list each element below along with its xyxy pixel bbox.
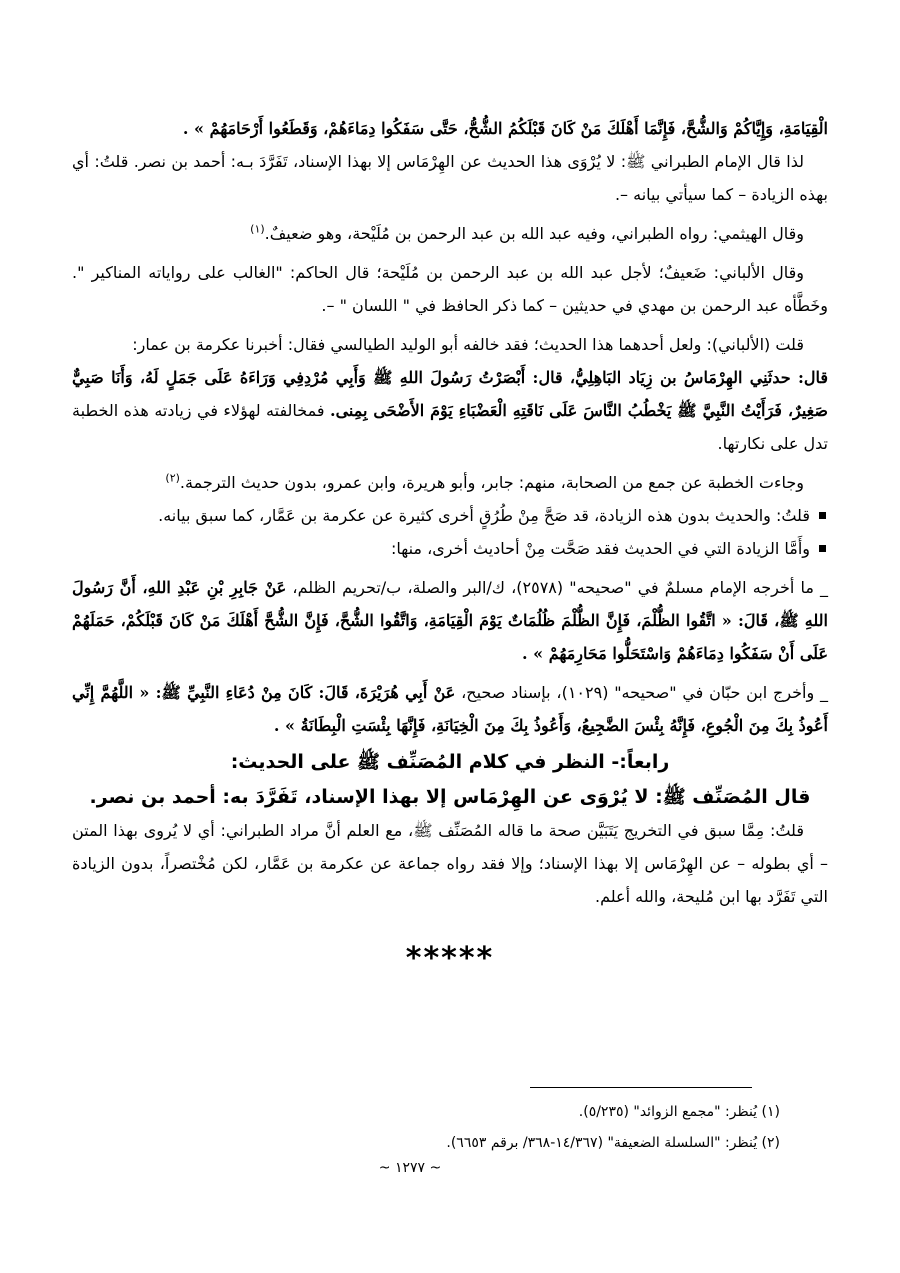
footnote-ref-1: (١)	[250, 222, 265, 236]
separator-stars: *****	[405, 941, 495, 976]
footnote-2: (٢) يُنظر: "السلسلة الضعيفة" (١٤/٣٦٧-٣٦٨/ برقم ٦٦٥٣).	[446, 1135, 780, 1151]
muslim-source: _ ما أخرجه الإمام مسلمٌ في "صحيحه" (٢٥٧٨)، ك/البر والصلة، ب/تحريم الظلم،	[292, 578, 829, 597]
muslim-quote: عَنْ جَابِرِ بْنِ عَبْدِ اللهِ، أَنَّ رَسُولَ اللهِ ﷺ، قَالَ: « اتَّقُوا الظُّلْمَ، فَإِنَّ الظُّلْمَ ظُلُمَاتٌ يَوْمَ الْقِيَامَةِ، وَاتَّقُوا الشُّحَّ، فَإِنَّ الشُّحَّ أَهْلَكَ مَنْ كَانَ قَبْلَكُمْ، حَمَلَهُمْ عَلَى أَنْ سَفَكُوا دِمَاءَهُمْ وَاسْتَحَلُّوا مَحَارِمَهُمْ » .	[72, 578, 828, 663]
ibnhibban-source: _ وأخرج ابن حبّان في "صحيحه" (١٠٢٩)، بإسناد صحيح،	[461, 683, 828, 702]
author-statement: قال المُصَنِّف ﷺ: لا يُرْوَى عن الهِرْمَاس إلا بهذا الإسناد، تَفَرَّدَ به: أحمد بن نصر.	[89, 786, 811, 808]
hadith-continuation: الْقِيَامَةِ، وَإِيَّاكُمْ وَالشُّحَّ، فَإِنَّمَا أَهْلَكَ مَنْ كَانَ قَبْلَكُمُ الشُّحُّ، حَتَّى سَفَكُوا دِمَاءَهُمْ، وَقَطَعُوا أَرْحَامَهُمْ » .	[182, 119, 828, 138]
conclusion-paragraph: قلتُ: مِمَّا سبق في التخريج يَتَبَيَّن صحة ما قاله المُصَنِّف ﷺ، مع العلم أنَّ مراد الطبراني: أي لا يُروى بهذا المتن – أي بطوله – عن الهِرْمَاس إلا بهذا الإسناد؛ وإلا فقد رواه جماعة عن عكرمة بن عَمَّار، لكن مُخْتصراً، بدون الزيادة التي تَفَرَّد بها ابن مُليحة، والله أعلم.	[72, 821, 828, 906]
section-heading: رابعاً:- النظر في كلام المُصَنِّف ﷺ على الحديث:	[230, 751, 670, 773]
footnote-ref-2: (٢)	[165, 471, 180, 485]
footnote-1: (١) يُنظر: "مجمع الزوائد" (٥/٢٣٥).	[578, 1104, 780, 1120]
page-body	[72, 112, 828, 976]
tayalisi-comment: فمخالفته لهؤلاء في زيادته هذه الخطبة تدل على نكارتها.	[72, 401, 828, 453]
bullet-item-1	[72, 499, 828, 532]
ibnhibban-narration	[72, 676, 828, 742]
page-number: ~ ١٢٧٧ ~	[378, 1160, 442, 1176]
tabarani-statement: لذا قال الإمام الطبراني ﷺ: لا يُرْوَى هذا الحديث عن الهِرْمَاس إلا بهذا الإسناد، تَفَرَّدَ بـه: أحمد بن نصر. قلتُ: أي بهذه الزيادة – كما سيأتي بيانه –.	[72, 152, 828, 204]
bullet-text-2: وأَمَّا الزيادة التي في الحديث فقد صَحَّت مِنْ أحاديث أخرى، منها:	[390, 539, 810, 558]
albani-statement: وقال الألباني: ضَعيفٌ؛ لأجل عبد الله بن عبد الرحمن بن مُلَيْحة؛ قال الحاكم: "الغالب على رواياته المناكير ". وخَطَّأه عبد الرحمن بن مهدي في حديثين – كما ذكر الحافظ في " اللسان " –.	[72, 263, 828, 315]
bullet-item-2	[72, 532, 828, 565]
sahaba-text: وجاءت الخطبة عن جمع من الصحابة، منهم: جابر، وأبو هريرة، وابن عمرو، بدون حديث الترجمة.	[179, 473, 804, 492]
bullet-square-icon	[819, 545, 826, 552]
haythami-statement	[72, 217, 828, 250]
sahaba-statement	[72, 466, 828, 499]
albani-comment: قلت (الألباني): ولعل أحدهما هذا الحديث؛ فقد خالفه أبو الوليد الطيالسي فقال: أخبرنا عكرمة بن عمار:	[132, 335, 804, 354]
muslim-narration	[72, 571, 828, 670]
bullet-text-1: قلتُ: والحديث بدون هذه الزيادة، قد صَحَّ مِنْ طُرُقٍ أخرى كثيرة عن عكرمة بن عَمَّار، كما سبق بيانه.	[158, 506, 810, 525]
tayalisi-narration	[72, 361, 828, 460]
bullet-square-icon	[819, 512, 826, 519]
ibnhibban-quote: عَنْ أَبِي هُرَيْرَةَ، قَالَ: كَانَ مِنْ دُعَاءِ النَّبِيِّ ﷺ: « اللَّهُمَّ إِنِّي أَعُوذُ بِكَ مِنَ الْجُوعِ، فَإِنَّهُ بِئْسَ الضَّجِيعُ، وَأَعُوذُ بِكَ مِنَ الْخِيَانَةِ، فَإِنَّهَا بِئْسَتِ الْبِطَانَةُ » .	[72, 683, 828, 735]
haythami-text: وقال الهيثمي: رواه الطبراني، وفيه عبد الله بن عبد الرحمن بن مُلَيْحة، وهو ضعيفٌ.	[264, 224, 804, 243]
tayalisi-quote: قال: حدثَنِي الهِرْمَاسُ بن زِيَاد البَاهِلِيُّ، قال: أَبْصَرْتُ رَسُولَ اللهِ ﷺ وَأَبِي مُرْدِفِي وَرَاءَهُ عَلَى جَمَلٍ لَهُ، وَأَنَا صَبِيٌّ صَغِيرٌ، فَرَأَيْتُ النَّبِيَّ ﷺ يَخْطُبُ النَّاسَ عَلَى نَاقَتِهِ الْعَضْبَاءِ يَوْمَ الأَضْحَى بِمِنى.	[72, 368, 828, 420]
footnote-divider	[530, 1087, 752, 1088]
